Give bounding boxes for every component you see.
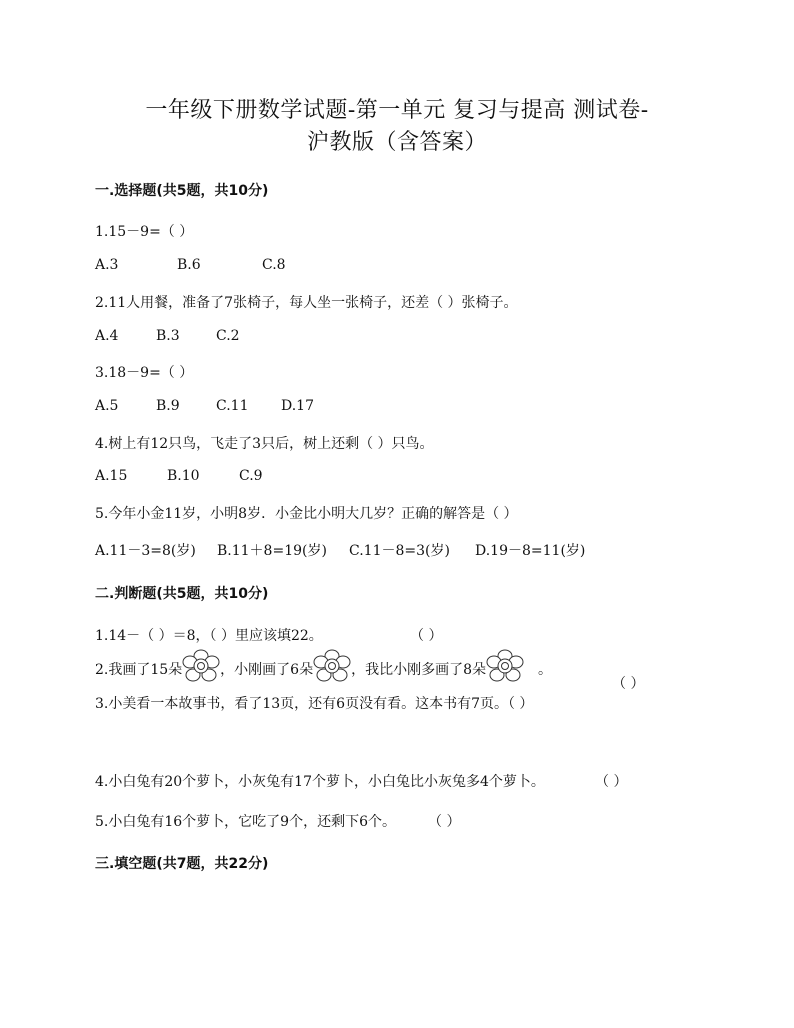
option[interactable]: A.4 bbox=[95, 328, 119, 344]
question-2-2-text-c: ，我比小刚多画了8朵 bbox=[351, 662, 487, 678]
option[interactable]: B.11＋8=19(岁) bbox=[217, 543, 327, 559]
question-1-4: 4.树上有12只鸟，飞走了3只后，树上还剩（ ）只鸟。 bbox=[95, 436, 434, 452]
question-2-2-text-b: ，小刚画了6朵 bbox=[220, 662, 314, 678]
option[interactable]: B.3 bbox=[156, 328, 180, 344]
page-title-line1: 一年级下册数学试题-第一单元 复习与提高 测试卷- bbox=[145, 98, 649, 123]
question-1-3: 3.18－9=（ ） bbox=[95, 365, 194, 381]
section-heading-judgement: 二.判断题(共5题，共10分) bbox=[95, 586, 269, 602]
answer-paren-2-2[interactable]: （ ） bbox=[612, 676, 645, 692]
question-2-3: 3.小美看一本故事书，看了13页，还有6页没有看。这本书有7页。（ ） bbox=[95, 696, 534, 712]
option[interactable]: A.5 bbox=[95, 398, 119, 414]
option[interactable]: B.9 bbox=[156, 398, 180, 414]
option[interactable]: C.11 bbox=[216, 398, 249, 414]
question-2-2 bbox=[95, 648, 552, 688]
question-2-4: 4.小白兔有20个萝卜，小灰兔有17个萝卜，小白兔比小灰兔多4个萝卜。 bbox=[95, 774, 545, 790]
flower-icon bbox=[313, 648, 351, 684]
answer-paren-2-5[interactable]: （ ） bbox=[428, 814, 461, 830]
question-2-1: 1.14－（ ）＝8，（ ）里应该填22。 bbox=[95, 628, 323, 644]
option[interactable]: A.11－3=8(岁) bbox=[95, 543, 196, 559]
options-1-1 bbox=[95, 257, 286, 273]
section-heading-fill: 三.填空题(共7题，共22分) bbox=[95, 856, 269, 872]
option[interactable]: C.11－8=3(岁) bbox=[349, 543, 450, 559]
option[interactable]: A.3 bbox=[95, 257, 119, 273]
question-2-2-text-d: 。 bbox=[538, 662, 553, 678]
answer-paren-2-4[interactable]: （ ） bbox=[595, 774, 628, 790]
option[interactable]: C.8 bbox=[262, 257, 286, 273]
option[interactable]: A.15 bbox=[95, 468, 128, 484]
flower-icon bbox=[486, 648, 524, 684]
page-title-line2: 沪教版（含答案） bbox=[306, 130, 487, 155]
option[interactable]: C.2 bbox=[216, 328, 240, 344]
question-2-2-text-a: 2.我画了15朵 bbox=[95, 662, 183, 678]
section-heading-choice: 一.选择题(共5题，共10分) bbox=[95, 183, 269, 199]
options-1-3 bbox=[95, 398, 314, 414]
question-1-5: 5.今年小金11岁，小明8岁．小金比小明大几岁？正确的解答是（ ） bbox=[95, 506, 518, 522]
options-1-2 bbox=[95, 328, 240, 344]
option[interactable]: D.17 bbox=[281, 398, 314, 414]
option[interactable]: C.9 bbox=[239, 468, 263, 484]
question-1-2: 2.11人用餐，准备了7张椅子，每人坐一张椅子，还差（ ）张椅子。 bbox=[95, 295, 518, 311]
options-1-4 bbox=[95, 468, 263, 484]
option[interactable]: D.19－8=11(岁) bbox=[475, 543, 586, 559]
option[interactable]: B.10 bbox=[167, 468, 200, 484]
flower-icon bbox=[182, 648, 220, 684]
answer-paren-2-1[interactable]: （ ） bbox=[410, 628, 443, 644]
option[interactable]: B.6 bbox=[177, 257, 201, 273]
question-2-5: 5.小白兔有16个萝卜，它吃了9个，还剩下6个。 bbox=[95, 814, 396, 830]
question-1-1: 1.15－9=（ ） bbox=[95, 224, 194, 240]
options-1-5 bbox=[95, 540, 585, 560]
